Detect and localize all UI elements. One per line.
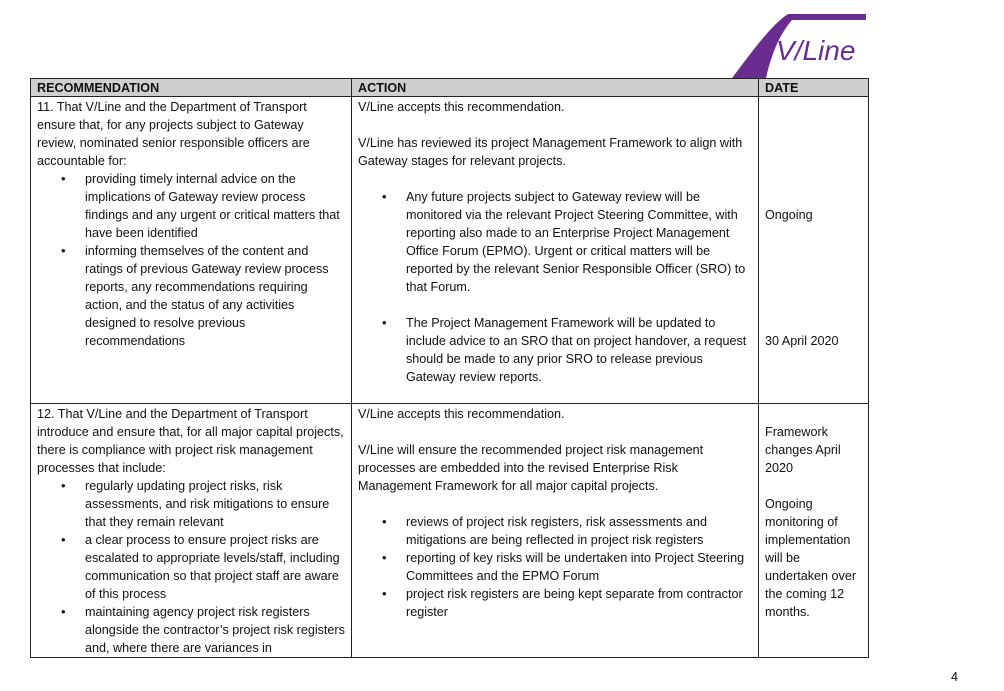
action-bullets <box>358 513 752 621</box>
recommendation-intro: 11. That V/Line and the Department of Transport ensure that, for any projects subject to Gateway review, nominated senior responsible officers are accountable for: <box>37 100 310 168</box>
recommendation-cell <box>31 404 352 658</box>
recommendation-bullets <box>37 477 345 657</box>
action-cell <box>352 97 759 404</box>
action-accept-text: V/Line accepts this recommendation. <box>358 407 565 421</box>
list-item: • reporting of key risks will be undertaken into Project Steering Committees and the EPMO Forum <box>406 549 752 585</box>
action-cell <box>352 404 759 658</box>
action-bullets <box>358 188 752 386</box>
date-cell <box>759 404 869 658</box>
recommendation-intro: 12. That V/Line and the Department of Transport introduce and ensure that, for all major capital projects, there is compliance with project risk management processes that include: <box>37 407 344 475</box>
list-item: • project risk registers are being kept separate from contractor register <box>406 585 752 621</box>
logo-text: V/Line <box>776 35 856 66</box>
date-ongoing: Ongoing <box>765 208 813 222</box>
list-item: • providing timely internal advice on the implications of Gateway review process findings and any urgent or critical matters that have been identified <box>85 170 345 242</box>
date-ongoing-monitoring: Ongoing monitoring of implementation will be undertaken over the coming 12 months. <box>765 497 857 619</box>
list-item: • reviews of project risk registers, risk assessments and mitigations are being reflected in project risk registers <box>406 513 752 549</box>
header-recommendation: RECOMMENDATION <box>31 79 352 97</box>
list-item: • a clear process to ensure project risks are escalated to appropriate levels/staff, including communication so that project staff are aware of this process <box>85 531 345 603</box>
list-item: • The Project Management Framework will be updated to include advice to an SRO that on project handover, a request should be made to any prior SRO to release previous Gateway review reports. <box>406 314 752 386</box>
header-action: ACTION <box>352 79 759 97</box>
action-description: V/Line will ensure the recommended project risk management processes are embedded into the revised Enterprise Risk Management Framework for all major capital projects. <box>358 443 704 493</box>
table-row <box>31 97 869 404</box>
vline-logo <box>730 12 866 78</box>
action-accept-text: V/Line accepts this recommendation. <box>358 100 565 114</box>
list-item: • maintaining agency project risk registers alongside the contractor’s project risk registers and, where there are variances in <box>85 603 345 657</box>
date-framework-changes: Framework changes April 2020 <box>765 425 841 475</box>
list-item: • regularly updating project risks, risk assessments, and risk mitigations to ensure that they remain relevant <box>85 477 345 531</box>
action-description: V/Line has reviewed its project Management Framework to align with Gateway stages for relevant projects. <box>358 136 743 168</box>
list-item: • Any future projects subject to Gateway review will be monitored via the relevant Project Steering Committee, with reporting also made to an Enterprise Project Management Office Forum (EPMO). Urgent or critical matters will be reported by the relevant Senior Responsible Officer (SRO) to that Forum. <box>406 188 752 296</box>
recommendation-bullets <box>37 170 345 350</box>
list-item: • informing themselves of the content and ratings of previous Gateway review process reports, any recommendations requiring action, and the status of any activities designed to resolve previous recommendations <box>85 242 345 350</box>
recommendation-cell <box>31 97 352 404</box>
date-april-2020: 30 April 2020 <box>765 334 839 348</box>
date-cell <box>759 97 869 404</box>
recommendations-table <box>30 78 869 658</box>
header-date: DATE <box>759 79 869 97</box>
page-number: 4 <box>951 670 959 684</box>
table-row <box>31 404 869 658</box>
table-header-row <box>31 79 869 97</box>
